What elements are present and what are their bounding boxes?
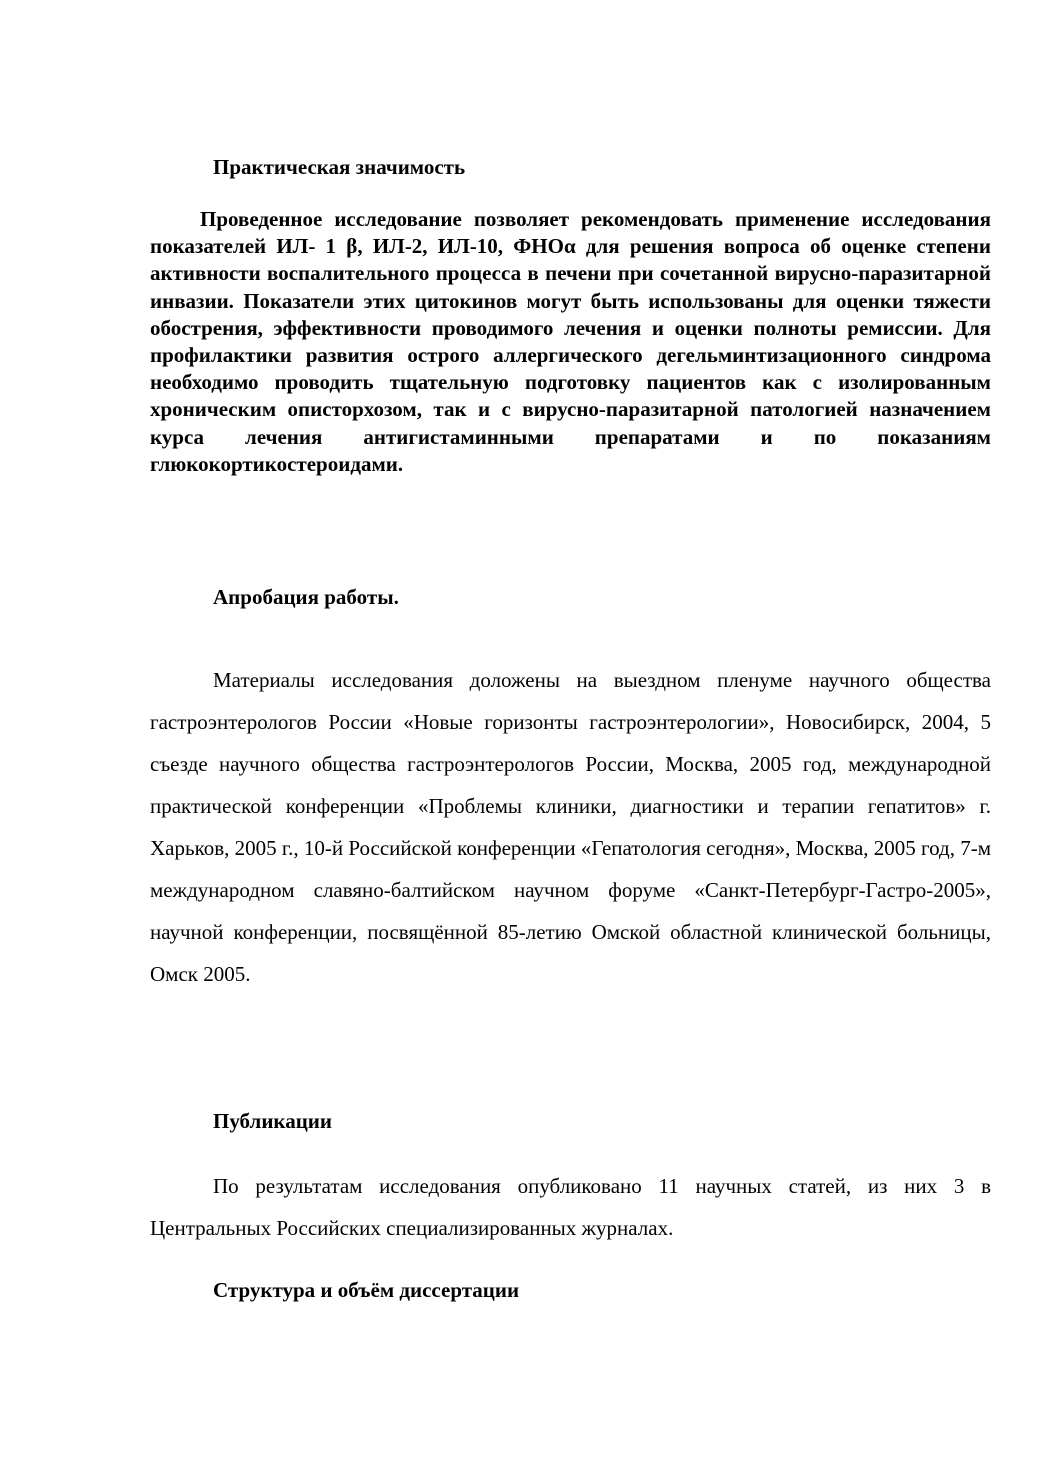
- heading-approbation: Апробация работы.: [213, 585, 399, 609]
- heading-structure: Структура и объём диссертации: [213, 1278, 520, 1302]
- heading-practical-significance: Практическая значимость: [213, 155, 466, 179]
- paragraph-practical-significance: Проведенное исследование позволяет рекомендовать применение исследования показателей ИЛ- 1 β, ИЛ-2, ИЛ-10, ФНОα для решения вопроса об оценке степени активности воспалительного процесса в печени при сочетанной вирусно-паразитарной инвазии. Показатели этих цитокинов могут быть использованы для оценки тяжести обострения, эффективности проводимого лечения и оценки полноты ремиссии. Для профилактики развития острого аллергического дегельминтизационного синдрома необходимо проводить тщательную подготовку пациентов как с изолированным хроническим описторхозом, так и с вирусно-паразитарной патологией назначением курса лечения антигистаминными препаратами и по показаниям глюкокортикостероидами.: [150, 207, 991, 476]
- heading-publications: Публикации: [213, 1109, 332, 1133]
- paragraph-publications: По результатам исследования опубликовано 11 научных статей, из них 3 в Центральных Российских специализированных журналах.: [150, 1174, 991, 1240]
- paragraph-approbation: Материалы исследования доложены на выездном пленуме научного общества гастроэнтерологов России «Новые горизонты гастроэнтерологии», Новосибирск, 2004, 5 съезде научного общества гастроэнтерологов России, Москва, 2005 год, международной практической конференции «Проблемы клиники, диагностики и терапии гепатитов» г. Харьков, 2005 г., 10-й Российской конференции «Гепатология сегодня», Москва, 2005 год, 7-м международном славяно-балтийском научном форуме «Санкт-Петербург-Гастро-2005», научной конференции, посвящённой 85-летию Омской областной клинической больницы, Омск 2005.: [150, 668, 991, 986]
